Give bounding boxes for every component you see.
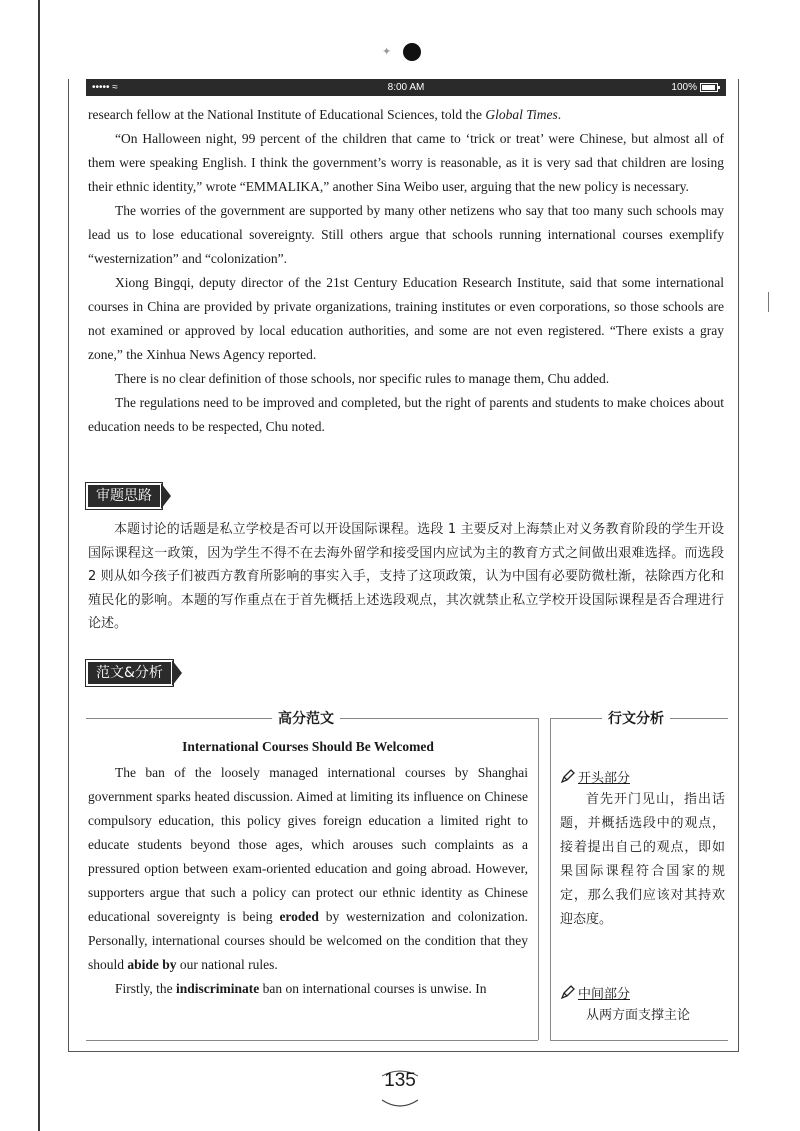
signal-wifi-icon: ••••• ≈ [92, 82, 118, 93]
paragraph: The regulations need to be improved and completed, but the right of parents and students to make choices about education needs to be respected, Chu noted. [88, 395, 724, 434]
status-time: 8:00 AM [387, 82, 425, 93]
paragraph: The worries of the government are supported by many other netizens who say that too many such schools may lead us to lose educational sovereignty. Still others argue that schools running international courses exemplify “westernization” and “colonization”. [88, 203, 724, 266]
page-ornament-dot [403, 43, 421, 61]
analysis-text: 从两方面支撑主论 [586, 1008, 691, 1023]
analysis-box-left [550, 718, 551, 1040]
section-heading-sample: 范文&分析 [86, 662, 182, 684]
binding-line [38, 0, 40, 1131]
essay-box-label: 高分范文 [272, 708, 340, 728]
paragraph: The ban of the loosely managed international courses by Shanghai government sparks heated discussion. Aimed at limiting its influence on Chinese compulsory education, this policy gives foreign education a limited right to educate students beyond those ages, which arouses such complaints as a pressured option between exam-oriented education and going abroad. However, supporters argue that such a policy can protect our ethnic identity as Chinese educational sovereignty is being eroded by westernization and colonization. Personally, international courses should be welcomed on the condition that they should abide by our national rules. [88, 765, 528, 972]
margin-mark [768, 292, 769, 312]
essay-body [88, 761, 528, 1001]
page-frame-left [68, 79, 69, 1051]
paragraph: Firstly, the indiscriminate ban on international courses is unwise. In [115, 981, 487, 996]
analysis-label: 中间部分 [578, 986, 631, 1002]
page-frame-right [738, 79, 739, 1051]
heading-arrow-icon [172, 660, 182, 686]
analysis-text: 首先开门见山，指出话题，并概括选段中的观点，接着提出自己的观点，即如果国际课程符合国家的规定，那么我们应该对其持欢迎态度。 [560, 792, 725, 927]
battery-indicator [671, 79, 718, 96]
essay-title: International Courses Should Be Welcomed [182, 739, 434, 754]
analysis-label: 开头部分 [578, 770, 631, 786]
pen-icon [560, 768, 576, 784]
sparkle-icon: ✦ [382, 46, 392, 58]
analysis-part-middle [560, 982, 725, 1028]
article-body [88, 103, 724, 439]
paragraph: There is no clear definition of those schools, nor specific rules to manage them, Chu added. [115, 371, 610, 386]
paragraph: research fellow at the National Institute of Educational Sciences, told the Global Times. [88, 107, 562, 122]
analysis-box-label: 行文分析 [602, 708, 670, 728]
page-frame-bottom [68, 1051, 739, 1052]
analysis-part-opening [560, 766, 725, 932]
publication-name: Global Times [485, 107, 558, 122]
analysis-text: 本题讨论的话题是私立学校是否可以开设国际课程。选段 1 主要反对上海禁止对义务教育阶段的学生开设国际课程这一政策，因为学生不得不在去海外留学和接受国内应试为主的教育方式之间做出艰难选择。而选段 2 则从如今孩子们被西方教育所影响的事实入手，支持了这项政策，认为中国有必要防微杜渐，祛除西方化和殖民化的影响。本题的写作重点在于首先概括上述选段观点，其次就禁止私立学校开设国际课程是否合理进行论述。 [88, 522, 724, 631]
paragraph: “On Halloween night, 99 percent of the children that came to ‘trick or treat’ were Chinese, but almost all of them were speaking English. I think the government’s worry is reasonable, as it is very sad that children are losing their ethnic identity,” wrote “EMMALIKA,” another Sina Weibo user, arguing that the new policy is necessary. [88, 131, 724, 194]
page-number: 135 [384, 1070, 416, 1091]
battery-icon [700, 83, 718, 92]
heading-arrow-icon [161, 483, 171, 509]
status-bar [86, 79, 726, 96]
analysis-box-bottom [550, 1040, 728, 1041]
essay-box-right [538, 718, 539, 1040]
pen-icon [560, 984, 576, 1000]
battery-percent: 100% [671, 82, 697, 93]
essay-box-bottom [86, 1040, 538, 1041]
paragraph: Xiong Bingqi, deputy director of the 21st Century Education Research Institute, said that some international courses in China are provided by private organizations, training institutes or even corporations, so those schools are not examined or approved by local education authorities, and some are not even registered. “There exists a gray zone,” the Xinhua News Agency reported. [88, 275, 724, 362]
section-heading-analysis: 审题思路 [86, 485, 171, 507]
